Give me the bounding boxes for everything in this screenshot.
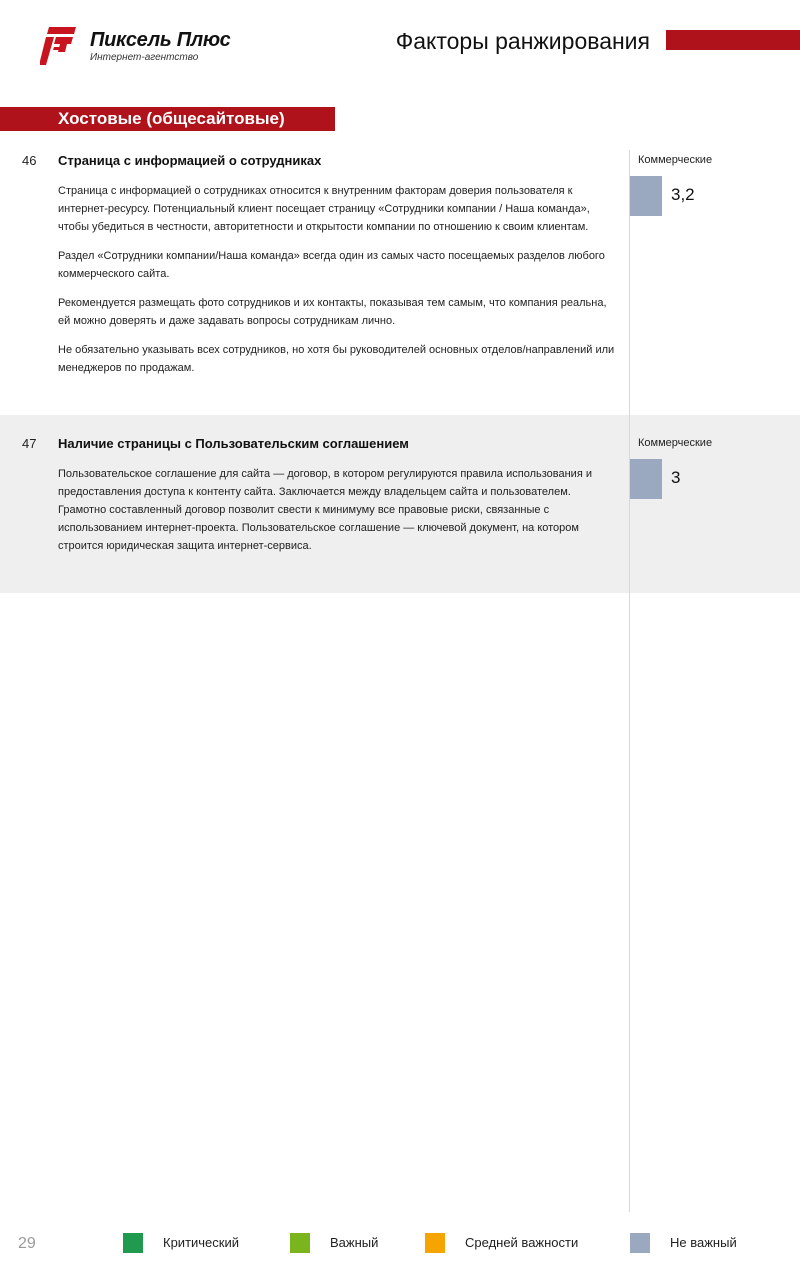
factor-category: Коммерческие	[638, 437, 713, 449]
brand-logo	[40, 27, 240, 67]
factor-title: Страница с информацией о сотрудниках	[58, 153, 322, 168]
factor-description	[58, 182, 618, 388]
factor-score: 3,2	[671, 185, 695, 204]
factor-paragraph: Страница с информацией о сотрудниках относится к внутренним факторам доверия пользователя к интернет-ресурсу. Потенциальный клиент посещает страницу «Сотрудники компании / Наша команда», чтобы убедиться в честности, авторитетности и открытости компании по отношению к своим клиентам.	[58, 185, 590, 233]
legend-label: Не важный	[670, 1235, 737, 1250]
section-heading-band	[0, 107, 335, 131]
importance-swatch	[630, 459, 662, 499]
page-title: Факторы ранжирования	[395, 28, 650, 54]
column-divider	[629, 150, 630, 1212]
factor-paragraph: Пользовательское соглашение для сайта — договор, в котором регулируются правила использования и предоставления доступа к контенту сайта. Заключается между владельцем сайта и пользователем. Грамотно составленный договор позволит свести к минимуму все правовые риски, связанные с использованием интернет-проекта. Пользовательское соглашение — ключевой документ, на котором строится юридическая защита интернет-сервиса.	[58, 468, 592, 552]
legend-label: Важный	[330, 1235, 379, 1250]
factor-paragraph: Раздел «Сотрудники компании/Наша команда» всегда один из самых часто посещаемых разделов любого коммерческого сайта.	[58, 250, 605, 280]
legend-label: Средней важности	[465, 1235, 579, 1250]
legend-swatch	[630, 1233, 650, 1253]
factor-title: Наличие страницы с Пользовательским соглашением	[58, 436, 409, 451]
page-number: 29	[18, 1235, 36, 1252]
factor-47	[0, 415, 800, 593]
factor-score: 3	[671, 468, 681, 487]
legend-label: Критический	[163, 1235, 239, 1250]
title-accent-bar	[666, 30, 800, 50]
factor-46	[0, 140, 800, 415]
importance-swatch	[630, 176, 662, 216]
factor-paragraph: Не обязательно указывать всех сотрудников, но хотя бы руководителей основных отделов/направлений или менеджеров по продажам.	[58, 344, 615, 374]
factor-category: Коммерческие	[638, 154, 713, 166]
legend-swatch	[290, 1233, 310, 1253]
legend-swatch	[425, 1233, 445, 1253]
factor-description	[58, 465, 598, 566]
factor-paragraph: Рекомендуется размещать фото сотрудников и их контакты, показывая тем самым, что компания реальна, ей можно доверять и даже задавать вопросы сотрудникам лично.	[58, 297, 607, 327]
brand-tagline: Интернет-агентство	[90, 52, 199, 63]
section-title: Хостовые (общесайтовые)	[58, 109, 285, 128]
factor-number: 47	[22, 436, 37, 451]
pixel-plus-logo-icon	[40, 27, 76, 65]
brand-name: Пиксель Плюс	[90, 29, 231, 51]
factor-number: 46	[22, 153, 37, 168]
legend-swatch	[123, 1233, 143, 1253]
